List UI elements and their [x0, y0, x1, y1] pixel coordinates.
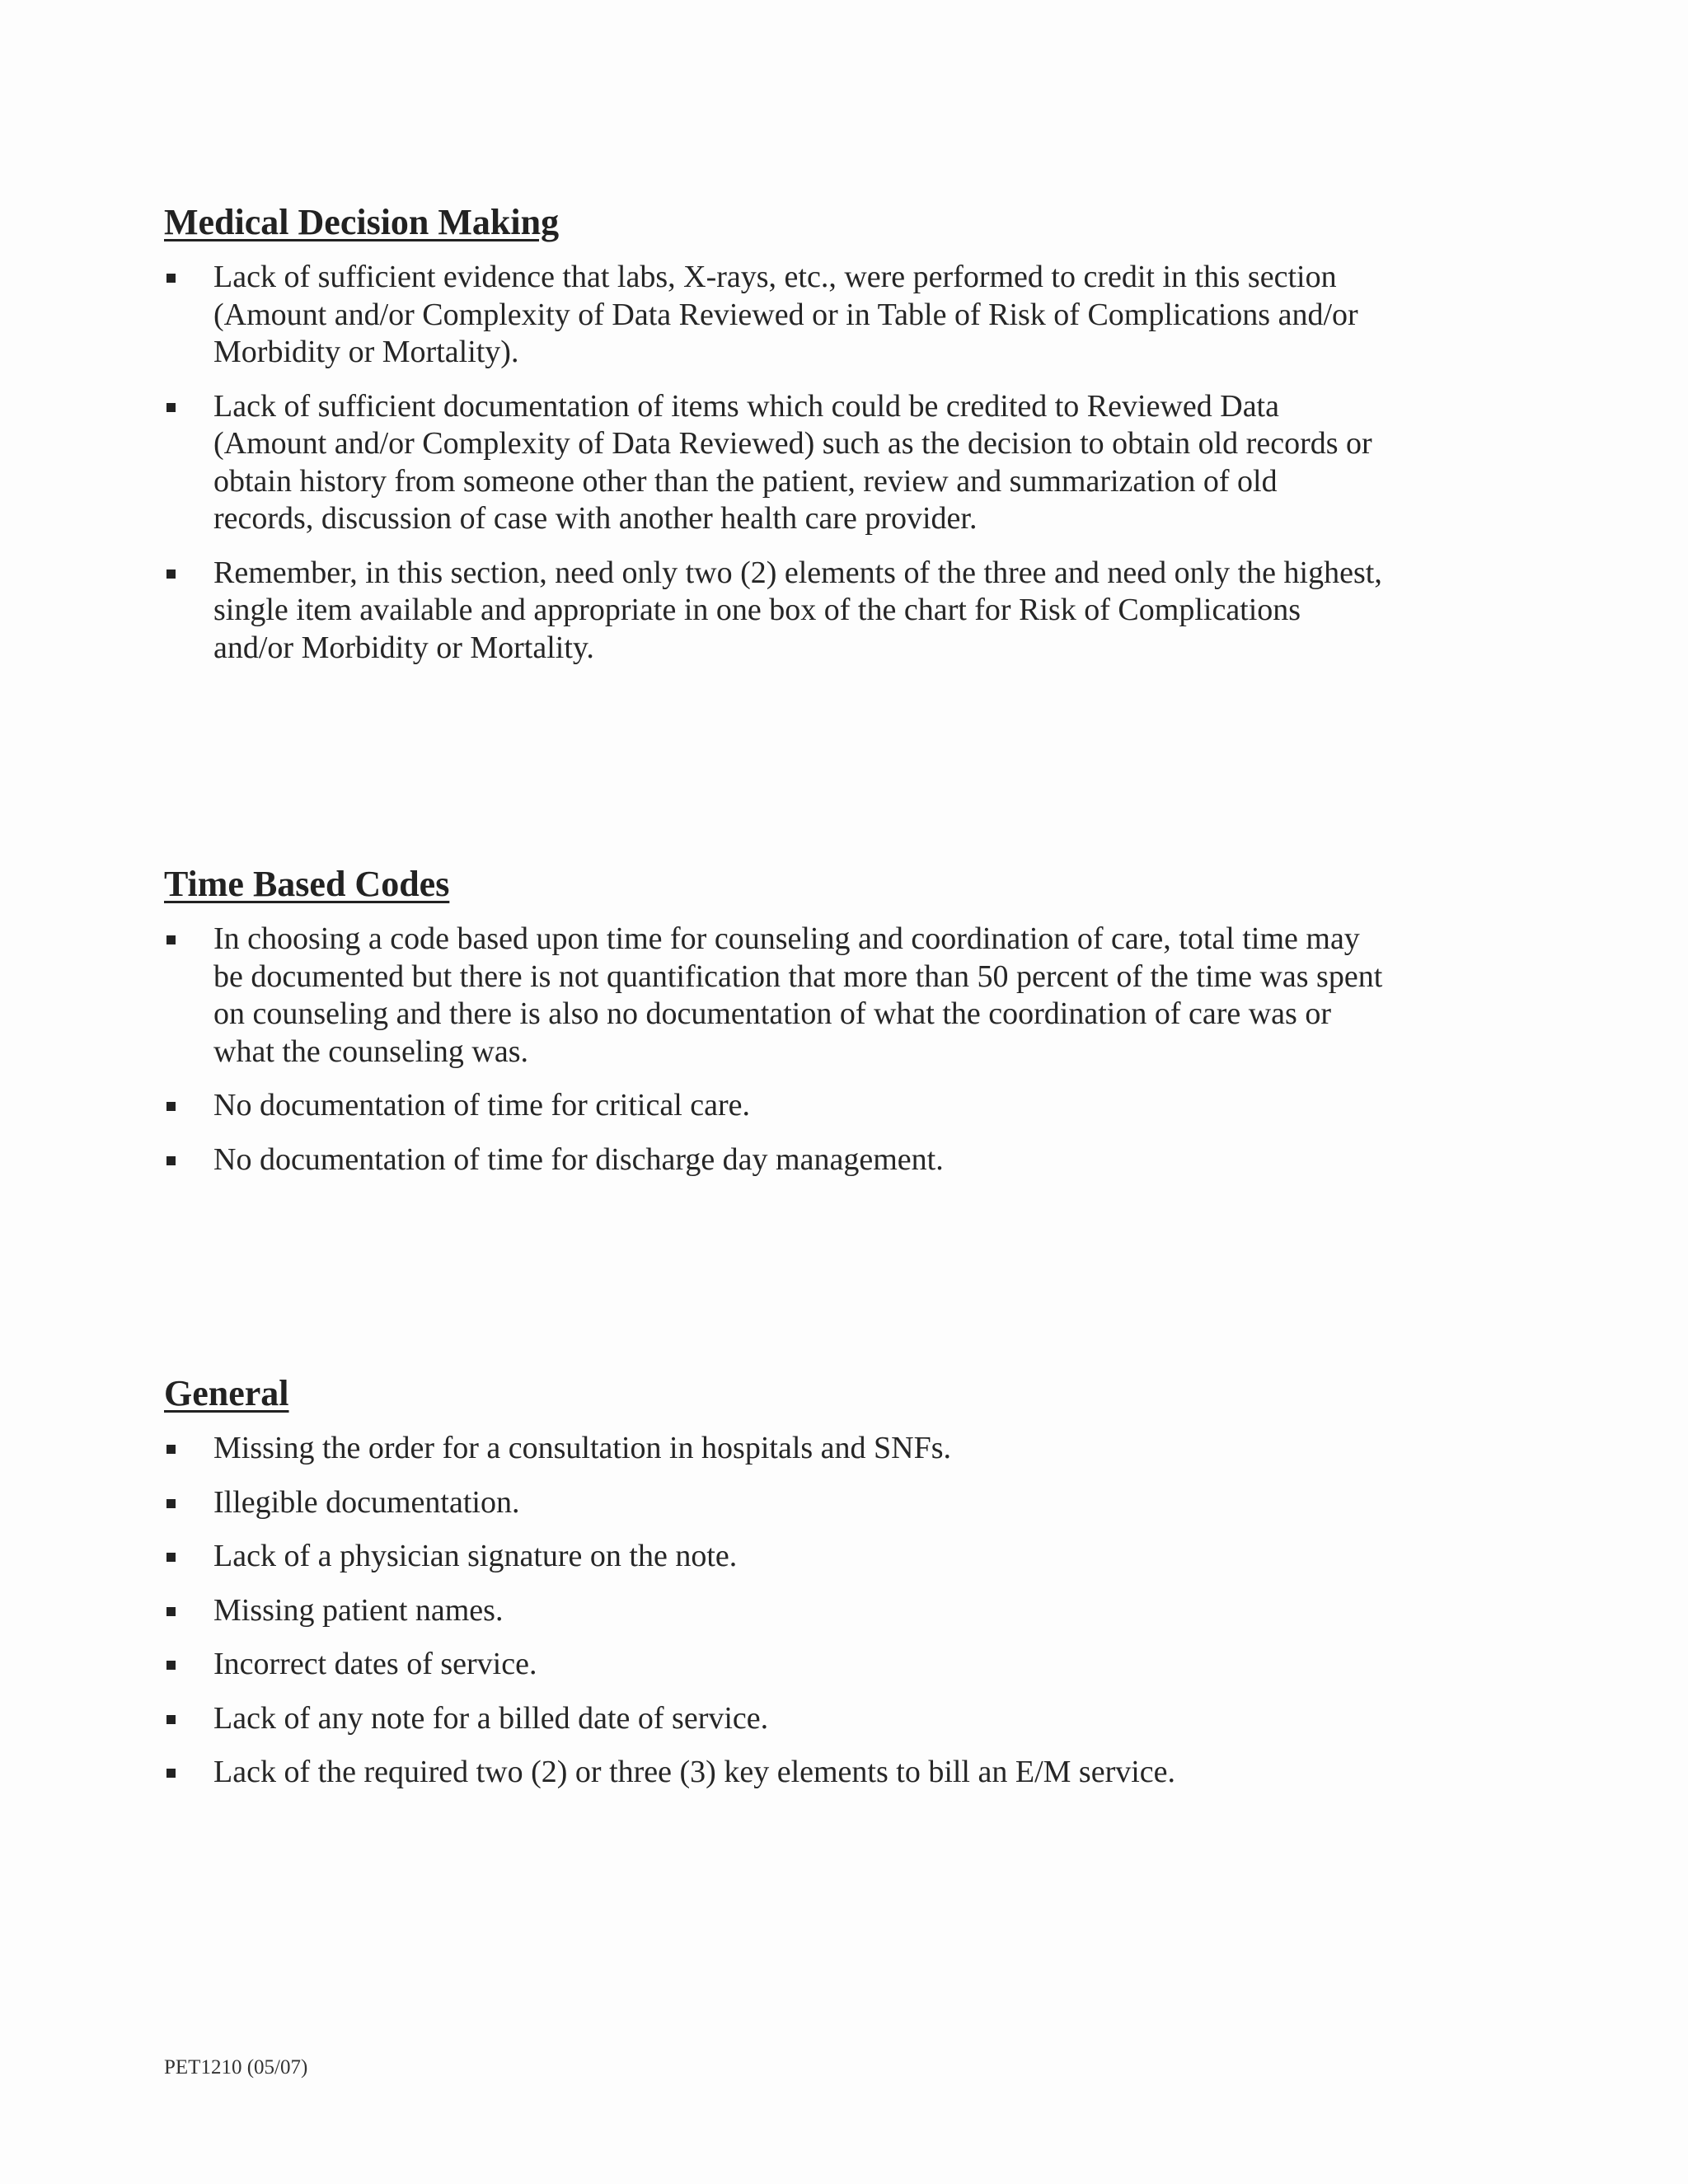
list-item-text: Remember, in this section, need only two (2) elements of the three and need only the highest, single item available and appropriate in one box of the chart for Risk of Complications and/or Morbidity or Mortality. — [213, 555, 1382, 665]
list-item — [164, 921, 1384, 1071]
section-time-based-codes — [164, 863, 1384, 1195]
list-item — [164, 1754, 1384, 1792]
section-heading: Time Based Codes — [164, 864, 450, 904]
list-item — [164, 1087, 1384, 1125]
list-item-text: Illegible documentation. — [213, 1484, 520, 1520]
square-bullet-icon — [166, 569, 176, 579]
list-item — [164, 1646, 1384, 1684]
square-bullet-icon — [166, 1499, 176, 1508]
list-item — [164, 1538, 1384, 1576]
square-bullet-icon — [166, 1156, 176, 1165]
list-item-text: Missing the order for a consultation in hospitals and SNFs. — [213, 1431, 952, 1465]
square-bullet-icon — [166, 1102, 176, 1111]
square-bullet-icon — [166, 1445, 176, 1454]
list-item — [164, 1484, 1384, 1522]
form-code: PET1210 (05/07) — [164, 2056, 308, 2079]
section-heading: Medical Decision Making — [164, 202, 560, 242]
list-item — [164, 259, 1384, 372]
list-item-text: Lack of sufficient documentation of items which could be credited to Reviewed Data (Amount and/or Complexity of Data Reviewed) such as the decision to obtain old records or obtain history from someone other than the patient, review and summarization of old records, discussion of case with another health care provider. — [213, 388, 1372, 536]
square-bullet-icon — [166, 403, 176, 412]
section-heading: General — [164, 1373, 289, 1413]
list-item — [164, 1141, 1384, 1179]
list-item-text: Lack of sufficient evidence that labs, X-rays, etc., were performed to credit in this section (Amount and/or Complexity of Data Reviewed or in Table of Risk of Complications and/or Morbidity or Mortality). — [213, 260, 1358, 369]
section-medical-decision-making — [164, 201, 1384, 683]
list-item — [164, 388, 1384, 538]
square-bullet-icon — [166, 1553, 176, 1562]
list-item — [164, 1430, 1384, 1468]
list-item-text: Lack of any note for a billed date of service. — [213, 1700, 769, 1736]
list-item-text: No documentation of time for critical care. — [213, 1088, 751, 1122]
square-bullet-icon — [166, 1769, 176, 1778]
list-item — [164, 1700, 1384, 1738]
square-bullet-icon — [166, 1661, 176, 1670]
list-item-text: Lack of a physician signature on the note. — [213, 1539, 738, 1573]
square-bullet-icon — [166, 935, 176, 944]
bullet-list — [164, 1430, 1384, 1792]
bullet-list — [164, 921, 1384, 1179]
square-bullet-icon — [166, 1607, 176, 1616]
list-item-text: Missing patient names. — [213, 1592, 504, 1628]
list-item-text: No documentation of time for discharge day management. — [213, 1141, 944, 1177]
bullet-list — [164, 259, 1384, 667]
section-general — [164, 1372, 1384, 1808]
list-item — [164, 555, 1384, 668]
list-item — [164, 1592, 1384, 1630]
square-bullet-icon — [166, 274, 176, 283]
list-item-text: Incorrect dates of service. — [213, 1647, 537, 1681]
list-item-text: Lack of the required two (2) or three (3) key elements to bill an E/M service. — [213, 1755, 1176, 1789]
square-bullet-icon — [166, 1715, 176, 1724]
list-item-text: In choosing a code based upon time for counseling and coordination of care, total time may be documented but there is not quantification that more than 50 percent of the time was spent on counseling and there is also no documentation of what the coordination of care was or what the counseling was. — [213, 921, 1383, 1069]
